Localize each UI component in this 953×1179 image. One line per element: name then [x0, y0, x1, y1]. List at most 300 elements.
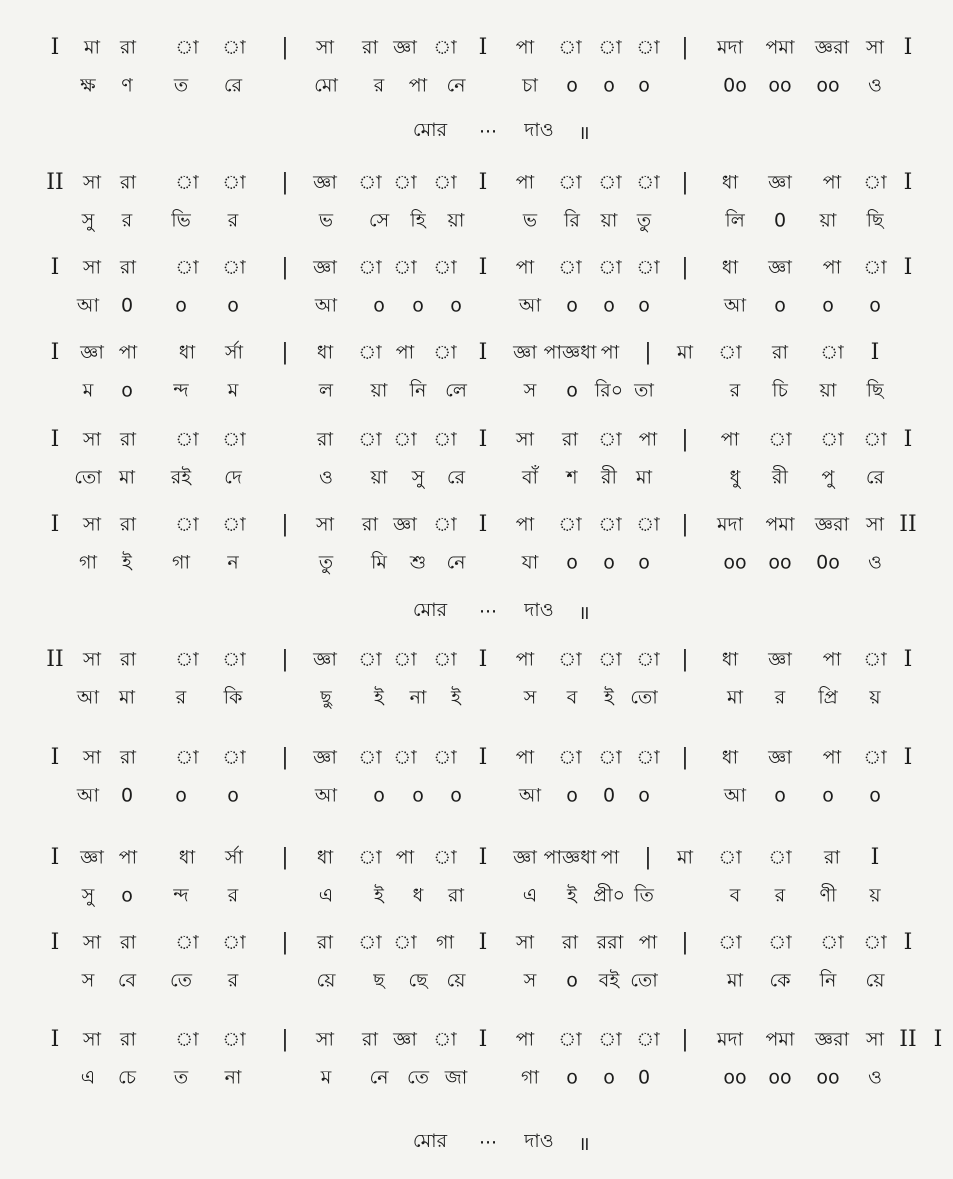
bar-line: I [478, 427, 488, 452]
bar-line: | [681, 35, 689, 60]
bar-line: | [644, 845, 652, 870]
swara-note: া [433, 648, 457, 671]
lyric-syllable: দে [224, 466, 242, 489]
lyric-syllable: আ [723, 784, 747, 807]
bar-line: I [903, 745, 913, 770]
lyric-syllable: আ [76, 784, 100, 807]
swara-note: সা [82, 1028, 102, 1051]
swara-note: রা [317, 931, 333, 954]
bar-line: I [50, 1027, 60, 1052]
lyric-syllable: কি [223, 686, 243, 709]
lyric-syllable: o [566, 294, 578, 317]
swara-note: া [222, 36, 246, 59]
swara-note: গা [436, 931, 454, 954]
lyric-syllable: স [523, 379, 537, 402]
lyric-syllable: oo [816, 74, 840, 97]
lyric-syllable: ই [374, 686, 384, 709]
swara-note: পা [515, 746, 535, 769]
swara-note: পা [638, 931, 658, 954]
lyric-syllable: o [822, 294, 834, 317]
swara-note: জ্ঞা [393, 513, 417, 536]
refrain-word: মোর [412, 599, 448, 621]
lyric-syllable: য় [869, 686, 881, 709]
swara-note: া [558, 746, 582, 769]
swara-note: া [820, 341, 844, 364]
lyric-syllable: প্রী০ [593, 884, 625, 907]
swara-note: সা [515, 931, 535, 954]
swara-note: ধা [178, 846, 196, 869]
swara-note: জ্ঞা [313, 171, 337, 194]
refrain-word: ॥ [578, 122, 590, 144]
swara-note: পা [600, 341, 620, 364]
swara-note: া [433, 846, 457, 869]
swara-note: রা [562, 428, 578, 451]
swara-note: পা [118, 846, 138, 869]
lyric-syllable: প্রি [818, 686, 838, 709]
lyric-syllable: o [175, 294, 187, 317]
swara-note: মদা [716, 1028, 744, 1051]
lyric-syllable: গা [79, 551, 97, 574]
lyric-syllable: ও [319, 466, 333, 489]
lyric-syllable: o [869, 784, 881, 807]
bar-line: I [478, 340, 488, 365]
lyric-syllable: o [603, 1066, 615, 1089]
lyric-syllable: য়ে [865, 969, 885, 992]
bar-line: | [681, 427, 689, 452]
swara-note: সা [315, 36, 335, 59]
refrain-word: দাও [524, 1130, 554, 1152]
bar-line: I [478, 512, 488, 537]
lyric-syllable: ই [374, 884, 384, 907]
swara-note: ধা [178, 341, 196, 364]
bar-line: | [281, 745, 289, 770]
bar-line: | [681, 170, 689, 195]
swara-note: সা [82, 648, 102, 671]
lyric-syllable: তে [407, 1066, 429, 1089]
lyric-syllable: চে [118, 1066, 136, 1089]
bar-line: | [681, 255, 689, 280]
lyric-syllable: o [566, 379, 578, 402]
lyric-syllable: oo [768, 1066, 792, 1089]
lyric-syllable: ম [227, 379, 239, 402]
lyric-syllable: না [224, 1066, 242, 1089]
swara-note: জ্ঞা [313, 648, 337, 671]
bar-line: I [50, 340, 60, 365]
swara-note: া [175, 256, 199, 279]
swara-note: র্সা [224, 846, 244, 869]
lyric-syllable: গা [172, 551, 190, 574]
lyric-syllable: রে [446, 466, 466, 489]
swara-note: া [863, 746, 887, 769]
swara-note: পা [822, 648, 842, 671]
swara-note: রা [120, 746, 136, 769]
lyric-syllable: o [121, 884, 133, 907]
bar-line: I [903, 930, 913, 955]
bar-line: I [903, 170, 913, 195]
swara-note: ধা [721, 648, 739, 671]
bar-line: I [50, 512, 60, 537]
swara-note: া [558, 648, 582, 671]
swara-note: া [768, 428, 792, 451]
lyric-syllable: ণ [121, 74, 133, 97]
lyric-syllable: ভি [171, 209, 191, 232]
lyric-syllable: আ [76, 686, 100, 709]
lyric-syllable: র [729, 379, 741, 402]
lyric-syllable: র [227, 209, 239, 232]
swara-note: া [433, 428, 457, 451]
lyric-syllable: এ [522, 884, 538, 907]
swara-note: রা [362, 513, 378, 536]
bar-line: I [50, 427, 60, 452]
lyric-syllable: রই [170, 466, 192, 489]
lyric-syllable: 0 [773, 209, 787, 232]
lyric-syllable: স [523, 969, 537, 992]
swara-note: া [175, 746, 199, 769]
swara-note: জ্ঞরা [814, 36, 850, 59]
swara-note: া [863, 171, 887, 194]
bar-line: I [50, 845, 60, 870]
swara-note: পা [515, 36, 535, 59]
swara-note: া [358, 341, 382, 364]
lyric-syllable: oo [723, 551, 747, 574]
swara-note: জ্ঞা [768, 648, 792, 671]
lyric-syllable: ধু [729, 466, 741, 489]
lyric-syllable: ও [868, 74, 882, 97]
lyric-syllable: ই [451, 686, 461, 709]
swara-note: া [636, 256, 660, 279]
swara-note: া [433, 36, 457, 59]
lyric-syllable: য়া [819, 209, 837, 232]
swara-note: পা [822, 171, 842, 194]
refrain-word: ॥ [578, 602, 590, 624]
lyric-syllable: o [566, 969, 578, 992]
swara-note: া [222, 256, 246, 279]
swara-note: া [222, 1028, 246, 1051]
bar-line: I [903, 255, 913, 280]
swara-note: া [636, 1028, 660, 1051]
swara-note: ধা [316, 846, 334, 869]
lyric-syllable: o [412, 294, 424, 317]
bar-line: I [903, 35, 913, 60]
swara-note: া [768, 846, 792, 869]
refrain-word: দাও [524, 119, 554, 141]
swara-note: রা [120, 256, 136, 279]
swara-note: ররা [596, 931, 624, 954]
swara-note: া [820, 931, 844, 954]
lyric-syllable: তে [170, 969, 192, 992]
swara-note: া [863, 428, 887, 451]
lyric-syllable: তো [630, 686, 658, 709]
lyric-syllable: ন [227, 551, 239, 574]
lyric-syllable: ম [320, 1066, 332, 1089]
swara-note: পমা [765, 1028, 795, 1051]
swara-note: সা [865, 513, 885, 536]
lyric-syllable: ব [729, 884, 741, 907]
swara-note: া [393, 256, 417, 279]
lyric-syllable: বই [598, 969, 620, 992]
swara-note: সা [315, 513, 335, 536]
lyric-syllable: নি [409, 379, 427, 402]
bar-line: | [281, 255, 289, 280]
lyric-syllable: ছে [408, 969, 428, 992]
swara-note: রা [562, 931, 578, 954]
lyric-syllable: র [774, 884, 786, 907]
bar-line: I [50, 255, 60, 280]
lyric-syllable: য়া [447, 209, 465, 232]
lyric-syllable: o [774, 294, 786, 317]
lyric-syllable: 0 [120, 294, 134, 317]
swara-note: মা [83, 36, 101, 59]
bar-line: I [478, 745, 488, 770]
lyric-syllable: র [227, 969, 239, 992]
swara-note: সা [865, 36, 885, 59]
lyric-syllable: ভ [318, 209, 334, 232]
swara-note: রা [120, 648, 136, 671]
swara-note: রা [317, 428, 333, 451]
lyric-syllable: o [373, 294, 385, 317]
swara-note: া [222, 746, 246, 769]
lyric-syllable: নি [819, 969, 837, 992]
lyric-syllable: লে [445, 379, 467, 402]
bar-line: | [281, 647, 289, 672]
lyric-syllable: oo [768, 551, 792, 574]
bar-line: | [681, 512, 689, 537]
swara-note: মা [676, 846, 694, 869]
lyric-syllable: o [566, 1066, 578, 1089]
swara-note: পা [515, 171, 535, 194]
lyric-syllable: o [566, 784, 578, 807]
lyric-syllable: ল [318, 379, 334, 402]
swara-note: পা [395, 341, 415, 364]
swara-note: জ্ঞা [768, 171, 792, 194]
swara-note: পা [515, 513, 535, 536]
swara-note: া [636, 36, 660, 59]
lyric-syllable: স [81, 969, 95, 992]
swara-note: া [598, 513, 622, 536]
swara-note: া [358, 846, 382, 869]
bar-line: II [46, 647, 64, 672]
swara-note: া [358, 171, 382, 194]
lyric-syllable: ও [868, 1066, 882, 1089]
lyric-syllable: নে [369, 1066, 389, 1089]
lyric-syllable: রী [601, 466, 617, 489]
swara-note: া [598, 746, 622, 769]
lyric-syllable: রে [223, 74, 243, 97]
lyric-syllable: আ [314, 294, 338, 317]
bar-line: I [870, 340, 880, 365]
swara-note: া [863, 931, 887, 954]
swara-note: া [393, 428, 417, 451]
lyric-syllable: রি০ [594, 379, 624, 402]
lyric-syllable: ছ [373, 969, 385, 992]
swara-note: পা [118, 341, 138, 364]
swara-note: পা [515, 1028, 535, 1051]
lyric-syllable: সে [368, 209, 390, 232]
swara-note: া [558, 256, 582, 279]
lyric-syllable: তু [636, 209, 652, 232]
bar-line: I [903, 427, 913, 452]
swara-note: া [222, 428, 246, 451]
swara-note: জ্ঞরা [814, 1028, 850, 1051]
swara-note: রা [120, 513, 136, 536]
lyric-syllable: র [774, 686, 786, 709]
lyric-syllable: ই [604, 686, 614, 709]
lyric-syllable: o [227, 784, 239, 807]
lyric-syllable: মা [635, 466, 653, 489]
swara-note: া [175, 36, 199, 59]
lyric-syllable: o [121, 379, 133, 402]
bar-line: | [281, 930, 289, 955]
swara-note: া [863, 648, 887, 671]
lyric-syllable: র [373, 74, 385, 97]
swara-note: া [598, 648, 622, 671]
swara-note: ধা [316, 341, 334, 364]
swara-note: জ্ঞা [513, 341, 537, 364]
swara-note: া [598, 1028, 622, 1051]
swara-note: া [358, 428, 382, 451]
lyric-syllable: 0 [637, 1066, 651, 1089]
swara-note: া [433, 746, 457, 769]
lyric-syllable: তো [630, 969, 658, 992]
lyric-syllable: আ [723, 294, 747, 317]
bar-line: | [681, 930, 689, 955]
lyric-syllable: সু [81, 884, 95, 907]
lyric-syllable: তো [74, 466, 102, 489]
lyric-syllable: য়া [370, 379, 388, 402]
lyric-syllable: ণী [819, 884, 837, 907]
swara-note: া [175, 648, 199, 671]
lyric-syllable: কে [769, 969, 791, 992]
swara-note: া [718, 846, 742, 869]
bar-line: | [281, 340, 289, 365]
swara-note: া [598, 428, 622, 451]
swara-note: া [558, 36, 582, 59]
swara-note: সা [865, 1028, 885, 1051]
swara-note: রা [772, 341, 788, 364]
swara-note: সা [82, 428, 102, 451]
swara-note: া [636, 648, 660, 671]
bar-line: I [903, 647, 913, 672]
lyric-syllable: ছু [320, 686, 332, 709]
bar-line: | [681, 647, 689, 672]
swara-note: জ্ঞা [513, 846, 537, 869]
bar-line: II [899, 1027, 917, 1052]
lyric-syllable: আ [314, 784, 338, 807]
refrain-word: ॥ [578, 1133, 590, 1155]
swara-note: র্সা [224, 341, 244, 364]
bar-line: | [644, 340, 652, 365]
lyric-syllable: সু [81, 209, 95, 232]
bar-line: I [478, 647, 488, 672]
bar-line: | [681, 745, 689, 770]
swara-note: া [175, 171, 199, 194]
lyric-syllable: o [566, 74, 578, 97]
lyric-syllable: ন্দ [173, 379, 189, 402]
swara-note: জ্ঞা [80, 341, 104, 364]
lyric-syllable: র [121, 209, 133, 232]
lyric-syllable: য়ে [446, 969, 466, 992]
lyric-syllable: o [638, 74, 650, 97]
lyric-syllable: o [175, 784, 187, 807]
lyric-syllable: মা [726, 686, 744, 709]
swara-note: জ্ঞা [393, 1028, 417, 1051]
swara-note: পা [822, 256, 842, 279]
lyric-syllable: শু [409, 551, 427, 574]
lyric-syllable: ভ [522, 209, 538, 232]
lyric-syllable: মি [371, 551, 387, 574]
swara-note: জ্ঞা [768, 746, 792, 769]
swara-note: রা [120, 171, 136, 194]
lyric-syllable: 0o [723, 74, 747, 97]
bar-line: | [281, 512, 289, 537]
bar-line: I [50, 745, 60, 770]
lyric-syllable: ন্দ [173, 884, 189, 907]
lyric-syllable: oo [723, 1066, 747, 1089]
lyric-syllable: ত [173, 74, 189, 97]
lyric-syllable: o [603, 551, 615, 574]
swara-note: রা [120, 428, 136, 451]
swara-note: া [175, 931, 199, 954]
swara-note: া [636, 746, 660, 769]
bar-line: I [478, 255, 488, 280]
swara-note: ধা [721, 171, 739, 194]
lyric-syllable: ছি [866, 209, 884, 232]
swara-note: সা [515, 428, 535, 451]
lyric-syllable: তি [634, 884, 654, 907]
lyric-syllable: o [603, 294, 615, 317]
bar-line: | [281, 35, 289, 60]
swara-note: জ্ঞা [313, 746, 337, 769]
swara-note: রা [120, 36, 136, 59]
bar-line: I [50, 930, 60, 955]
lyric-syllable: জা [444, 1066, 468, 1089]
lyric-syllable: নে [446, 551, 466, 574]
bar-line: I [933, 1027, 943, 1052]
lyric-syllable: রা [448, 884, 464, 907]
lyric-syllable: ম [82, 379, 94, 402]
lyric-syllable: স [523, 686, 537, 709]
swara-note: রা [824, 846, 840, 869]
lyric-syllable: নে [446, 74, 466, 97]
swara-note: ধা [721, 746, 739, 769]
lyric-syllable: চি [772, 379, 788, 402]
lyric-syllable: বে [117, 969, 137, 992]
swara-note: া [433, 171, 457, 194]
swara-note: া [636, 513, 660, 536]
bar-line: II [46, 170, 64, 195]
lyric-syllable: ই [122, 551, 132, 574]
lyric-syllable: o [450, 294, 462, 317]
swara-note: রা [362, 1028, 378, 1051]
lyric-syllable: র [227, 884, 239, 907]
lyric-syllable: আ [76, 294, 100, 317]
lyric-syllable: 0 [120, 784, 134, 807]
swara-note: া [558, 513, 582, 536]
swara-note: া [598, 256, 622, 279]
lyric-syllable: ক্ষ [80, 74, 96, 97]
lyric-syllable: চা [522, 74, 538, 97]
swara-note: রা [120, 931, 136, 954]
lyric-syllable: মা [118, 466, 136, 489]
swara-note: া [558, 1028, 582, 1051]
swara-note: পা [822, 746, 842, 769]
lyric-syllable: সু [411, 466, 425, 489]
swara-note: পা [515, 648, 535, 671]
lyric-syllable: তু [318, 551, 334, 574]
swara-note: া [175, 1028, 199, 1051]
swara-note: পমা [765, 36, 795, 59]
lyric-syllable: যা [521, 551, 539, 574]
